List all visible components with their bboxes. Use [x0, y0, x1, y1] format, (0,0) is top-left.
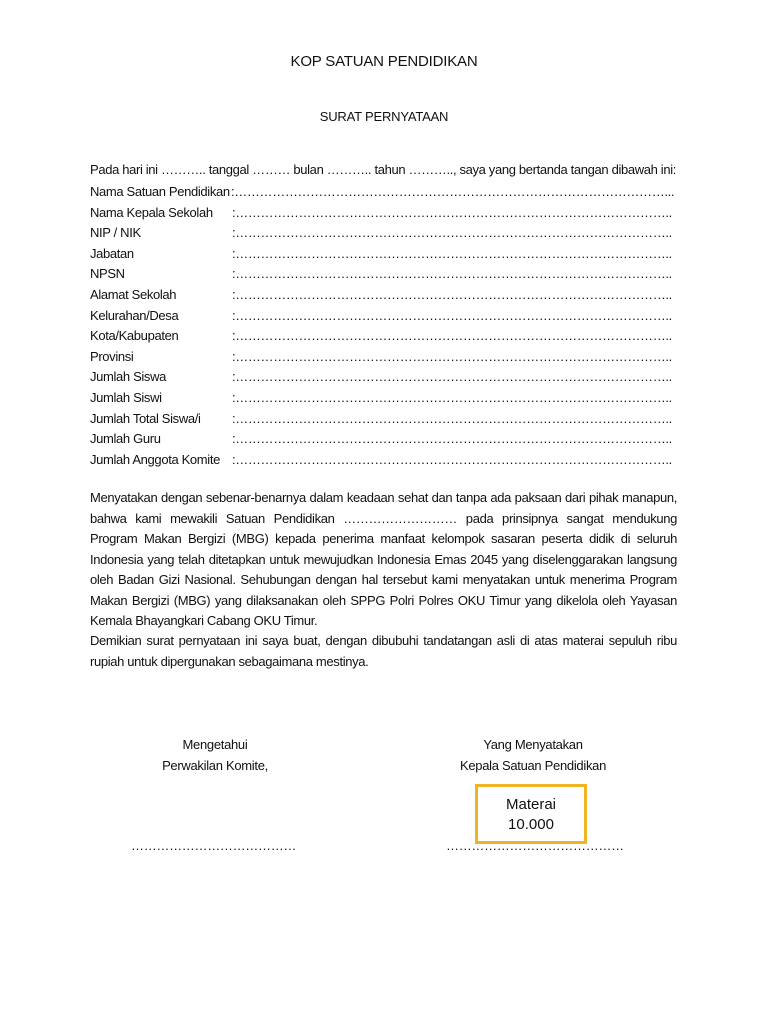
signature-committee-line1: Mengetahui	[182, 737, 248, 752]
field-value-blank[interactable]: :…………………………………………………………………………………………..	[232, 245, 672, 261]
field-row	[90, 409, 680, 430]
field-value-blank[interactable]: :…………………………………………………………………………………………...	[231, 184, 675, 199]
field-label: Nama Satuan Pendidikan	[90, 184, 230, 199]
statement-paragraph: Menyatakan dengan sebenar-benarnya dalam keadaan sehat dan tanpa ada paksaan dari pihak manapun, bahwa kami mewakili Satuan Pendidikan ……………………… pada prinsipnya sangat mendukung Program Makan Bergizi (MBG) kepada penerima manfaat kelompok sasaran peserta didik di seluruh Indonesia yang telah ditetapkan untuk mewujudkan Indonesia Emas 2045 yang diselenggarakan langsung oleh Badan Gizi Nasional. Sehubungan dengan hal tersebut kami menyatakan untuk menerima Program Makan Bergizi (MBG) yang dilaksanakan oleh SPPG Polri Polres OKU Timur yang dikelola oleh Yayasan Kemala Bhayangkari Cabang OKU Timur.	[90, 490, 677, 628]
field-label: Jumlah Siswi	[90, 389, 162, 405]
field-value-blank[interactable]: :…………………………………………………………………………………………..	[232, 389, 672, 405]
field-row	[90, 182, 680, 203]
field-label: Kelurahan/Desa	[90, 307, 179, 323]
field-label: Jumlah Total Siswa/i	[90, 410, 201, 426]
stamp-duty-label: Materai	[505, 796, 557, 813]
field-label: Jabatan	[90, 245, 134, 261]
field-row	[90, 388, 680, 409]
field-label: Alamat Sekolah	[90, 286, 177, 302]
field-label: Jumlah Siswa	[90, 369, 166, 385]
field-row	[90, 347, 680, 368]
signature-block-principal	[438, 734, 628, 776]
field-row	[90, 326, 680, 347]
field-value-blank[interactable]: :…………………………………………………………………………………………..	[232, 286, 672, 302]
stamp-duty-value: 10.000	[508, 816, 554, 833]
field-label: NPSN	[90, 266, 125, 282]
field-value-blank[interactable]: :…………………………………………………………………………………………..	[232, 307, 672, 323]
field-label: NIP / NIK	[90, 225, 141, 241]
field-label: Jumlah Anggota Komite	[90, 451, 220, 467]
stamp-duty-box	[475, 784, 587, 844]
field-row	[90, 285, 680, 306]
identity-fields	[90, 182, 680, 470]
field-label: Nama Kepala Sekolah	[90, 204, 213, 220]
field-row	[90, 450, 680, 471]
signature-line-committee: …………………………………	[131, 838, 297, 853]
field-row	[90, 223, 680, 244]
closing-paragraph: Demikian surat pernyataan ini saya buat, dengan dibubuhi tandatangan asli di atas materai sepuluh ribu rupiah untuk dipergunakan sebagaimana mestinya.	[90, 633, 677, 669]
field-row	[90, 429, 680, 450]
field-value-blank[interactable]: :…………………………………………………………………………………………..	[232, 348, 672, 364]
signature-block-committee	[130, 734, 300, 776]
intro-line: Pada hari ini ……….. tanggal ……… bulan ……….. tahun ……….., saya yang bertanda tangan dibawah ini:	[90, 162, 677, 177]
signature-committee-line2: Perwakilan Komite,	[162, 758, 268, 773]
field-label: Jumlah Guru	[90, 431, 161, 447]
field-row	[90, 244, 680, 265]
field-label: Kota/Kabupaten	[90, 328, 179, 344]
field-value-blank[interactable]: :…………………………………………………………………………………………..	[232, 369, 672, 385]
field-value-blank[interactable]: :…………………………………………………………………………………………..	[232, 451, 672, 467]
field-value-blank[interactable]: :…………………………………………………………………………………………..	[232, 204, 672, 220]
signature-principal-line2: Kepala Satuan Pendidikan	[459, 758, 607, 773]
field-value-blank[interactable]: :…………………………………………………………………………………………..	[232, 225, 672, 241]
field-row	[90, 264, 680, 285]
field-value-blank[interactable]: :…………………………………………………………………………………………..	[232, 410, 672, 426]
field-value-blank[interactable]: :…………………………………………………………………………………………..	[232, 328, 672, 344]
signature-principal-line1: Yang Menyatakan	[483, 737, 583, 752]
field-row	[90, 306, 680, 327]
field-row	[90, 203, 680, 224]
field-value-blank[interactable]: :…………………………………………………………………………………………..	[232, 431, 672, 447]
field-value-blank[interactable]: :…………………………………………………………………………………………..	[232, 266, 672, 282]
signature-line-principal: ……………………………………	[446, 838, 624, 853]
document-title: SURAT PERNYATAAN	[319, 109, 449, 124]
field-label: Provinsi	[90, 348, 134, 364]
letterhead-title: KOP SATUAN PENDIDIKAN	[290, 53, 478, 70]
field-row	[90, 367, 680, 388]
